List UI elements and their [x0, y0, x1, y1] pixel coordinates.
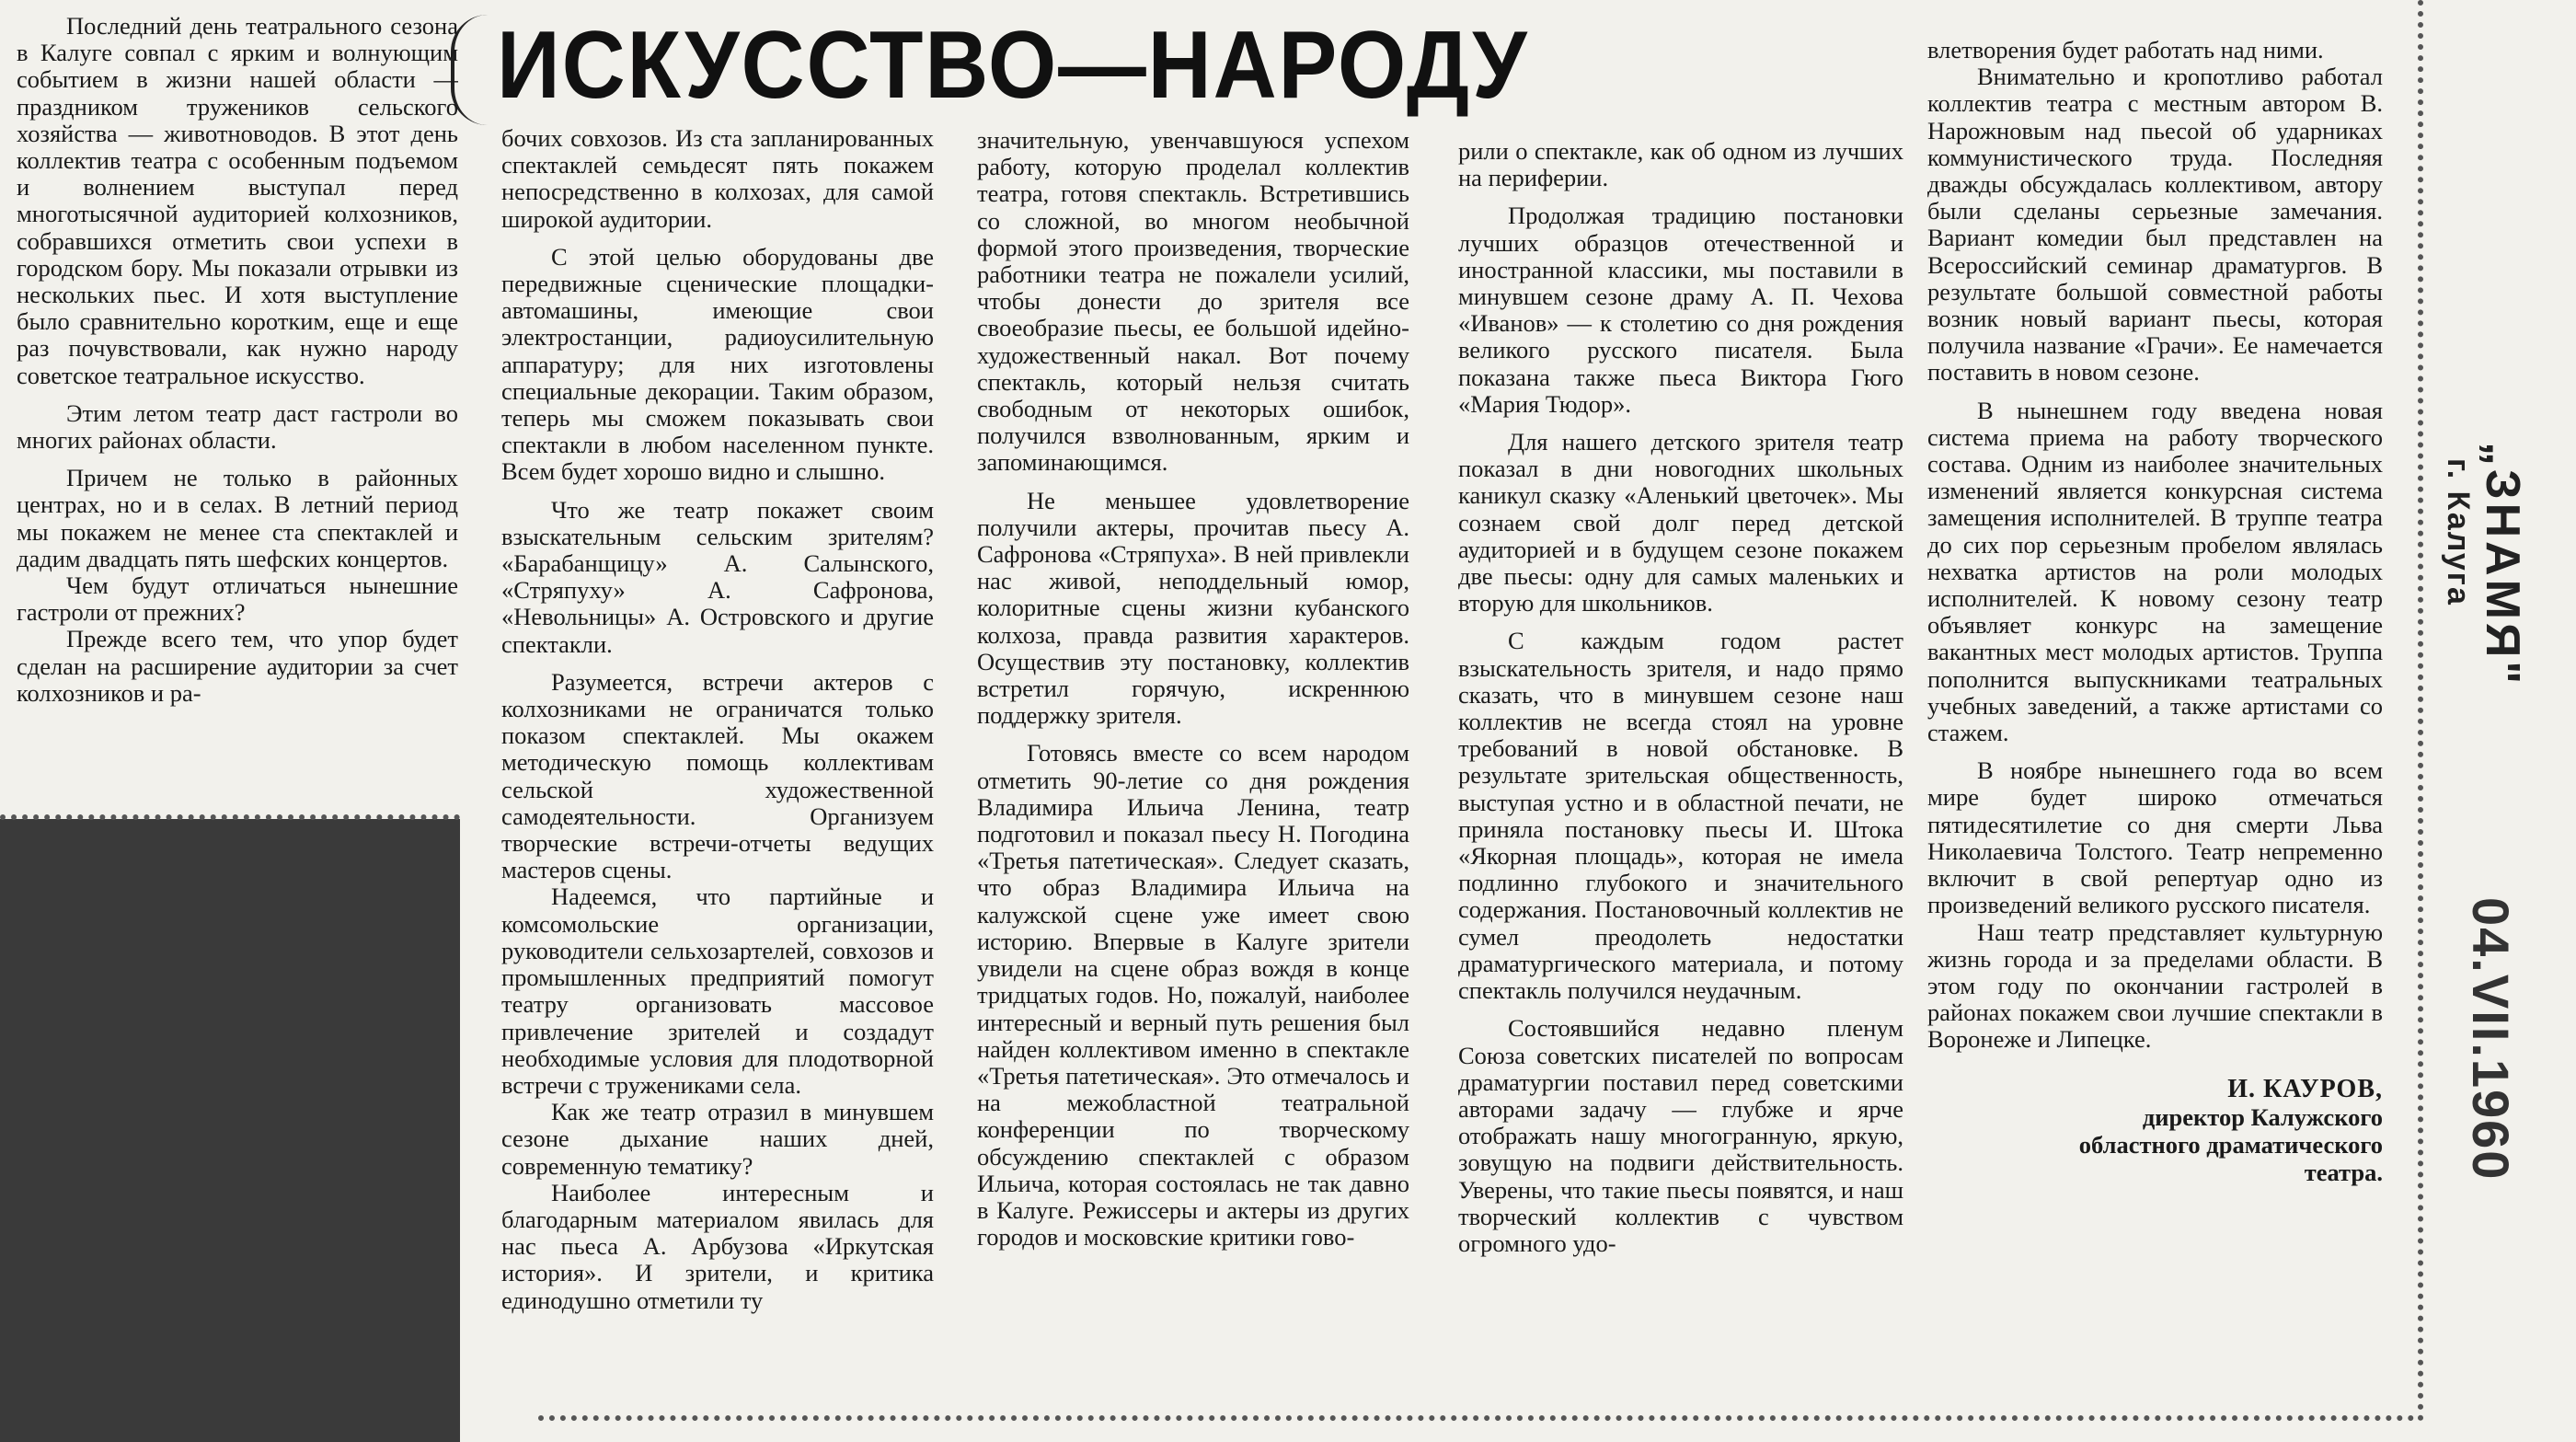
paragraph: Как же театр отразил в минувшем сезоне дыхание наших дней, современную тематику? — [501, 1098, 934, 1180]
author-signature — [1927, 1076, 2383, 1186]
paragraph: Последний день театрального сезона в Калуге совпал с ярким и волнующим событием в жизни нашей области — праздником тружеников сельского хозяйства — животноводов. В этот день коллектив театра с особенным подъемом и волнением выступал перед многотысячной аудиторией колхозников, собравшихся отметить свои успехи в городском бору. Мы показали отрывки из нескольких пьес. И хотя выступление было сравнительно коротким, еще и еще раз почувствовали, как нужно народу советское театральное искусство. — [17, 13, 458, 389]
paragraph: Этим летом театр даст гастроли во многих районах области. — [17, 398, 458, 455]
newspaper-name: „ЗНАМЯ" — [2476, 442, 2529, 688]
paragraph: влетворения будет работать над ними. — [1927, 37, 2324, 63]
newspaper-city: г. Калуга — [2441, 458, 2476, 606]
paragraph: Прежде всего тем, что упор будет сделан на расширение аудитории за счет колхозников и ра- — [17, 625, 458, 707]
paragraph: Разумеется, встречи актеров с колхозниками не ограничатся только показом спектаклей. Мы окажем методическую помощь коллективам сельской художественной самодеятельности. Организуем творческие встречи-отчеты ведущих мастеров сцены. — [501, 667, 934, 884]
paragraph: рили о спектакле, как об одном из лучших на периферии. — [1458, 138, 1903, 192]
paragraph: Готовясь вместе со всем народом отметить 90-летие со дня рождения Владимира Ильича Ленина, театр подготовил и показал пьесу Н. Погодина «Третья патетическая». Следует сказать, что образ Владимира Ильича на калужской сцене уже имеет свою историю. Впервые в Калуге зрители увидели на сцене образ вождя в конце тридцатых годов. Но, пожалуй, наиболее интересный и верный путь решения был найден коллективом именно в спектакле «Третья патетическая». Это отмечалось и на межобластной театральной конференции по творческому обсуждению спектаклей с образом Ильича, которая состоялась не так давно в Калуге. Режиссеры и актеры из других городов и московские критики гово- — [977, 739, 1409, 1252]
clipping-date-stamp: 04.VII.1960 — [2462, 897, 2520, 1182]
paragraph: бочих совхозов. Из ста запланированных спектаклей семьдесят пять покажем непосредственно в колхозах, для самой широкой аудитории. — [501, 125, 934, 233]
paragraph: Состоявшийся недавно пленум Союза советских писателей по вопросам драматургии поставил перед советскими авторами задачу — глубже и ярче отображать нашу многогранную, яркую, зовущую на подвиги действительность. Уверены, что такие пьесы появятся, и наш творческий коллектив с чувством огромного удо- — [1458, 1014, 1903, 1257]
paragraph: В ноябре нынешнего года во всем мире будет широко отмечаться пятидесятилетие со дня смерти Льва Николаевича Толстого. Театр непременно включит в свой репертуар одно из произведений великого русского писателя. — [1927, 756, 2383, 919]
paragraph: Для нашего детского зрителя театр показал в дни новогодних школьных каникул сказку «Аленький цветочек». Мы сознаем свой долг перед детской аудиторией и в будущем сезоне покажем две пьесы: одну для самых маленьких и вторую для школьников. — [1458, 428, 1903, 617]
author-name: И. КАУРОВ, — [2227, 1074, 2383, 1103]
column-4 — [1458, 138, 1903, 1399]
paragraph: значительную, увенчавшуюся успехом работу, которую проделал коллектив театра, готовя спектакль. Встретившись со сложной, во многом необычной формой этого произведения, творческие работники театра не пожалели усилий, чтобы донести до зрителя все своеобразие пьесы, ее большой идейно-художественный накал. Вот почему спектакль, который нельзя считать свободным от некоторых ошибок, получился взволнованным, ярким и запоминающимся. — [977, 127, 1409, 477]
column-2 — [501, 125, 934, 1395]
paragraph: Наиболее интересным и благодарным материалом явилась для нас пьеса А. Арбузова «Иркутская история». И зрители, и критика единодушно отметили ту — [501, 1178, 934, 1314]
paragraph: Что же театр покажет своим взыскательным сельским зрителям? «Барабанщицу» А. Салынского, «Стряпуху» А. Сафронова, «Невольницы» А. Островского и другие спектакли. — [501, 495, 934, 658]
column-5 — [1927, 37, 2383, 1316]
paragraph: С этой целью оборудованы две передвижные сценические площадки-автомашины, имеющие свои электростанции, радиоусилительную аппаратуру; для них изготовлены специальные декорации. Таким образом, теперь мы сможем показывать свои спектакли в любом населенном пункте. Всем будет хорошо видно и слышно. — [501, 242, 934, 486]
author-title: областного драматического — [2078, 1130, 2383, 1159]
paragraph: Чем будут отличаться нынешние гастроли от прежних? — [17, 571, 458, 627]
paragraph: Надеемся, что партийные и комсомольские организации, руководители сельхозартелей, совхозов и промышленных предприятий помогут театру организовать массовое привлечение зрителей и создадут необходимые условия для плодотворной встречи с тружениками села. — [501, 883, 934, 1099]
author-title: театра. — [2304, 1158, 2383, 1186]
paragraph: Причем не только в районных центрах, но и в селах. В летний период мы покажем не менее ста спектаклей и дадим двадцать пять шефских концертов. — [17, 464, 458, 572]
paragraph: Продолжая традицию постановки лучших образцов отечественной и иностранной классики, мы поставили в минувшем сезоне драму А. П. Чехова «Иванов» — к столетию со дня рождения великого русского писателя. Была показана также пьеса Виктора Гюго «Мария Тюдор». — [1458, 202, 1903, 418]
paragraph: В нынешнем году введена новая система приема на работу творческого состава. Одним из наиболее значительных изменений является конкурсная система замещения исполнителей. В труппе театра до сих пор серьезным пробелом являлась нехватка артистов на роли молодых исполнителей. К новому сезону театр объявляет конкурс на замещение вакантных мест молодых артистов. Труппа пополнится выпускниками театральных учебных заведений, а также артистами со стажем. — [1927, 396, 2383, 747]
column-1 — [17, 13, 458, 804]
separator-bottom — [538, 1415, 2415, 1421]
author-title: директор Калужского — [2142, 1102, 2383, 1131]
separator-right — [2418, 0, 2423, 1422]
column-3 — [977, 127, 1409, 1397]
separator-col1-bottom — [0, 814, 460, 820]
dark-background-corner — [0, 819, 460, 1442]
paragraph: Внимательно и кропотливо работал коллектив театра с местным автором В. Нарожновым над пьесой об ударниках коммунистического труда. Последняя дважды обсуждалась коллективом, автору были сделаны серьезные замечания. Вариант комедии был представлен на Всероссийский семинар драматургов. В результате большой совместной работы возник новый вариант пьесы, которая получила название «Грачи». Ее намечается поставить в новом сезоне. — [1927, 63, 2383, 386]
paragraph: Не меньшее удовлетворение получили актеры, прочитав пьесу А. Сафронова «Стряпуха». В ней привлекли нас живой, неподдельный юмор, колоритные сцены жизни кубанского колхоза, правда развития характеров. Осуществив эту постановку, коллектив встретил горячую, искреннюю поддержку зрителя. — [977, 486, 1409, 730]
paragraph: Наш театр представляет культурную жизнь города и за пределами области. В этом году по окончании гастролей в районах покажем свои лучшие спектакли в Воронеже и Липецке. — [1927, 917, 2383, 1054]
paragraph: С каждым годом растет взыскательность зрителя, и надо прямо сказать, что в минувшем сезоне наш коллектив не всегда стоял на уровне требований в новой обстановке. В результате зрительская общественность, выступая устно и в областной печати, не приняла постановку пьесы И. Штока «Якорная площадь», которая не имела подлинно глубокого и значительного содержания. Постановочный коллектив не сумел преодолеть недостатки драматургического материала, и потому спектакль получился неудачным. — [1458, 627, 1903, 1005]
headline: ИСКУССТВО—НАРОДУ — [497, 12, 1529, 119]
